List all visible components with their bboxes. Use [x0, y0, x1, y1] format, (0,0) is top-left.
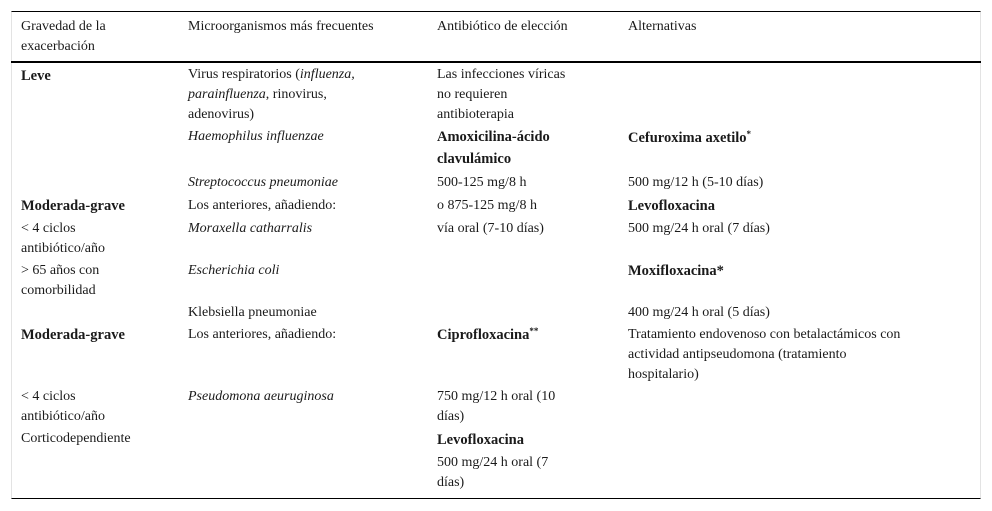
micro-anteriores-1: Los anteriores, añadiendo: [188, 198, 337, 213]
alt-cefuroxima: Cefuroxima axetilo* [628, 129, 752, 146]
severity-leve: Leve [21, 68, 51, 84]
micro-pseudomona: Pseudomona aeuruginosa [188, 389, 334, 404]
header-microorganisms: Microorganismos más frecuentes [188, 19, 374, 34]
criteria-age: > 65 años con comorbilidad [21, 263, 100, 298]
micro-ecoli: Escherichia coli [188, 263, 280, 278]
alt-tratamiento-endovenoso: Tratamiento endovenoso con betalactámicos con actividad antipseudomona (tratamiento hospitalario) [628, 327, 901, 382]
micro-virus: Virus respiratorios (influenza, parainfluenza, rinovirus, adenovirus) [188, 67, 355, 122]
micro-klebsiella: Klebsiella pneumoniae [188, 305, 317, 320]
criteria-corticodependiente: Corticodependiente [21, 431, 131, 446]
micro-streptococcus: Streptococcus pneumoniae [188, 175, 338, 190]
amoxicilina-dose-2: o 875-125 mg/8 h [437, 198, 537, 213]
amoxicilina-dose-3: vía oral (7-10 días) [437, 221, 544, 236]
amoxicilina-dose-1: 500-125 mg/8 h [437, 175, 527, 190]
alt-levofloxacina-dose: 500 mg/24 h oral (7 días) [628, 221, 770, 236]
criteria-cycles-2: < 4 ciclos antibiótico/año [21, 389, 105, 424]
antibiotic-levofloxacina: Levofloxacina [437, 432, 524, 448]
levofloxacina-dose: 500 mg/24 h oral (7 días) [437, 455, 549, 490]
header-divider [11, 61, 981, 63]
micro-haemophilus: Haemophilus influenzae [188, 129, 324, 144]
header-antibiotic: Antibiótico de elección [437, 19, 568, 34]
severity-moderada-grave-2: Moderada-grave [21, 327, 125, 343]
alt-moxifloxacina: Moxifloxacina* [628, 263, 724, 279]
criteria-cycles-1: < 4 ciclos antibiótico/año [21, 221, 105, 256]
micro-moraxella: Moraxella catharralis [188, 221, 313, 236]
moxifloxacina-dose: 400 mg/24 h oral (5 días) [628, 305, 770, 320]
micro-anteriores-2: Los anteriores, añadiendo: [188, 327, 337, 342]
alt-levofloxacina: Levofloxacina [628, 198, 715, 214]
header-alternatives: Alternativas [628, 19, 697, 34]
severity-moderada-grave-1: Moderada-grave [21, 198, 125, 214]
antibiotic-viricas-note: Las infecciones víricas no requieren antibioterapia [437, 67, 566, 122]
antibiotic-ciprofloxacina: Ciprofloxacina** [437, 326, 539, 343]
cefuroxima-dose: 500 mg/12 h (5-10 días) [628, 175, 764, 190]
header-severity: Gravedad de la exacerbación [21, 19, 106, 54]
ciprofloxacina-dose: 750 mg/12 h oral (10 días) [437, 389, 556, 424]
antibiotic-amoxicilina: Amoxicilina-ácido clavulámico [437, 129, 550, 167]
